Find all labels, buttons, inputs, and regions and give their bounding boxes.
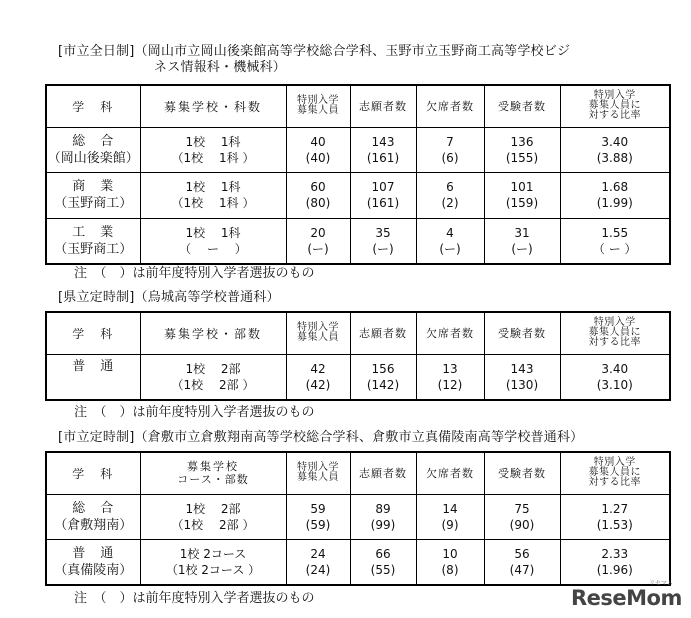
- header-applicants: 志願者数: [350, 452, 416, 494]
- header-examinees: 受験者数: [484, 85, 560, 127]
- row-ratio: 3.40 (3.10): [560, 354, 670, 400]
- header-school-dept: 募集学校・科数: [140, 85, 286, 127]
- header-dept: 学 科: [46, 312, 140, 354]
- header-dept: 学 科: [46, 85, 140, 127]
- table-row: [46, 172, 670, 218]
- header-ratio: 特別入学 募集人員に 対する比率: [560, 452, 670, 494]
- row-school: 1校 1科 （ ー ）: [140, 218, 286, 264]
- row-examinees: 101 (159): [484, 172, 560, 218]
- header-absent: 欠席者数: [416, 85, 484, 127]
- section-heading-city-fulltime: [58, 44, 570, 76]
- row-dept: 普 通 （真備陵南）: [46, 539, 140, 585]
- row-examinees: 136 (155): [484, 127, 560, 172]
- row-absent: 14 (9): [416, 494, 484, 539]
- row-examinees: 75 (90): [484, 494, 560, 539]
- section-heading-line: [県立定時制]（烏城高等学校普通科）: [58, 290, 280, 305]
- section-heading-line: [市立定時制]（倉敷市立倉敷翔南高等学校総合学科、倉敷市立真備陵南高等学校普通科）: [58, 430, 584, 445]
- row-examinees: 56 (47): [484, 539, 560, 585]
- header-absent: 欠席者数: [416, 312, 484, 354]
- row-quota: 20 (ー): [286, 218, 350, 264]
- row-school: 1校 2部 （1校 2部 ）: [140, 354, 286, 400]
- row-applicants: 107 (161): [350, 172, 416, 218]
- row-school: 1校 1科 （1校 1科 ）: [140, 172, 286, 218]
- table-header-row: [46, 452, 670, 494]
- table-row: [46, 539, 670, 585]
- header-special-quota: 特別入学 募集人員: [286, 85, 350, 127]
- resemom-logo: [571, 580, 682, 610]
- row-dept: 工 業 （玉野商工）: [46, 218, 140, 264]
- header-dept: 学 科: [46, 452, 140, 494]
- header-special-quota: 特別入学 募集人員: [286, 312, 350, 354]
- logo-sub: リセマム: [649, 580, 673, 587]
- row-absent: 13 (12): [416, 354, 484, 400]
- header-applicants: 志願者数: [350, 85, 416, 127]
- row-ratio: 1.27 (1.53): [560, 494, 670, 539]
- table-header-row: [46, 85, 670, 127]
- row-applicants: 35 (ー): [350, 218, 416, 264]
- table-row: [46, 494, 670, 539]
- section-heading-city-parttime: [58, 430, 583, 446]
- header-school-course: 募集学校 コース・部数: [140, 452, 286, 494]
- header-applicants: 志願者数: [350, 312, 416, 354]
- header-absent: 欠席者数: [416, 452, 484, 494]
- row-examinees: 143 (130): [484, 354, 560, 400]
- row-absent: 10 (8): [416, 539, 484, 585]
- row-school: 1校 2部 （1校 2部 ）: [140, 494, 286, 539]
- row-dept: 総 合 （岡山後楽館）: [46, 127, 140, 172]
- row-ratio: 2.33 (1.96): [560, 539, 670, 585]
- row-quota: 60 (80): [286, 172, 350, 218]
- row-examinees: 31 (ー): [484, 218, 560, 264]
- table-row: [46, 127, 670, 172]
- row-applicants: 89 (99): [350, 494, 416, 539]
- table-note: 注 （ ）は前年度特別入学者選抜のもの: [74, 405, 315, 420]
- header-ratio: 特別入学 募集人員に 対する比率: [560, 85, 670, 127]
- table-pref-parttime: [45, 311, 671, 401]
- table-city-parttime: [45, 451, 671, 586]
- row-absent: 4 (ー): [416, 218, 484, 264]
- section-heading-pref-parttime: [58, 290, 280, 306]
- table-row: [46, 218, 670, 264]
- header-ratio: 特別入学 募集人員に 対する比率: [560, 312, 670, 354]
- row-ratio: 1.68 (1.99): [560, 172, 670, 218]
- row-dept: 商 業 （玉野商工）: [46, 172, 140, 218]
- header-examinees: 受験者数: [484, 452, 560, 494]
- header-special-quota: 特別入学 募集人員: [286, 452, 350, 494]
- row-school: 1校 2コース （1校 2コース ）: [140, 539, 286, 585]
- row-school: 1校 1科 （1校 1科 ）: [140, 127, 286, 172]
- row-applicants: 156 (142): [350, 354, 416, 400]
- header-school-part: 募集学校・部数: [140, 312, 286, 354]
- row-dept: 普 通: [46, 354, 140, 400]
- row-applicants: 66 (55): [350, 539, 416, 585]
- table-row: [46, 354, 670, 400]
- row-quota: 42 (42): [286, 354, 350, 400]
- row-absent: 6 (2): [416, 172, 484, 218]
- table-note: 注 （ ）は前年度特別入学者選抜のもの: [74, 591, 315, 606]
- row-absent: 7 (6): [416, 127, 484, 172]
- row-ratio: 3.40 (3.88): [560, 127, 670, 172]
- row-quota: 24 (24): [286, 539, 350, 585]
- row-dept: 総 合 （倉敷翔南）: [46, 494, 140, 539]
- table-city-fulltime: [45, 84, 671, 265]
- row-applicants: 143 (161): [350, 127, 416, 172]
- table-header-row: [46, 312, 670, 354]
- section-heading-line: [市立全日制]（岡山市立岡山後楽館高等学校総合学科、玉野市立玉野商工高等学校ビジ: [58, 44, 571, 59]
- header-examinees: 受験者数: [484, 312, 560, 354]
- row-ratio: 1.55 （ ー ）: [560, 218, 670, 264]
- row-quota: 59 (59): [286, 494, 350, 539]
- logo-brand: ReseMom: [571, 586, 682, 610]
- table-note: 注 （ ）は前年度特別入学者選抜のもの: [74, 266, 315, 281]
- row-quota: 40 (40): [286, 127, 350, 172]
- section-heading-line: ネス情報科・機械科）: [154, 60, 287, 75]
